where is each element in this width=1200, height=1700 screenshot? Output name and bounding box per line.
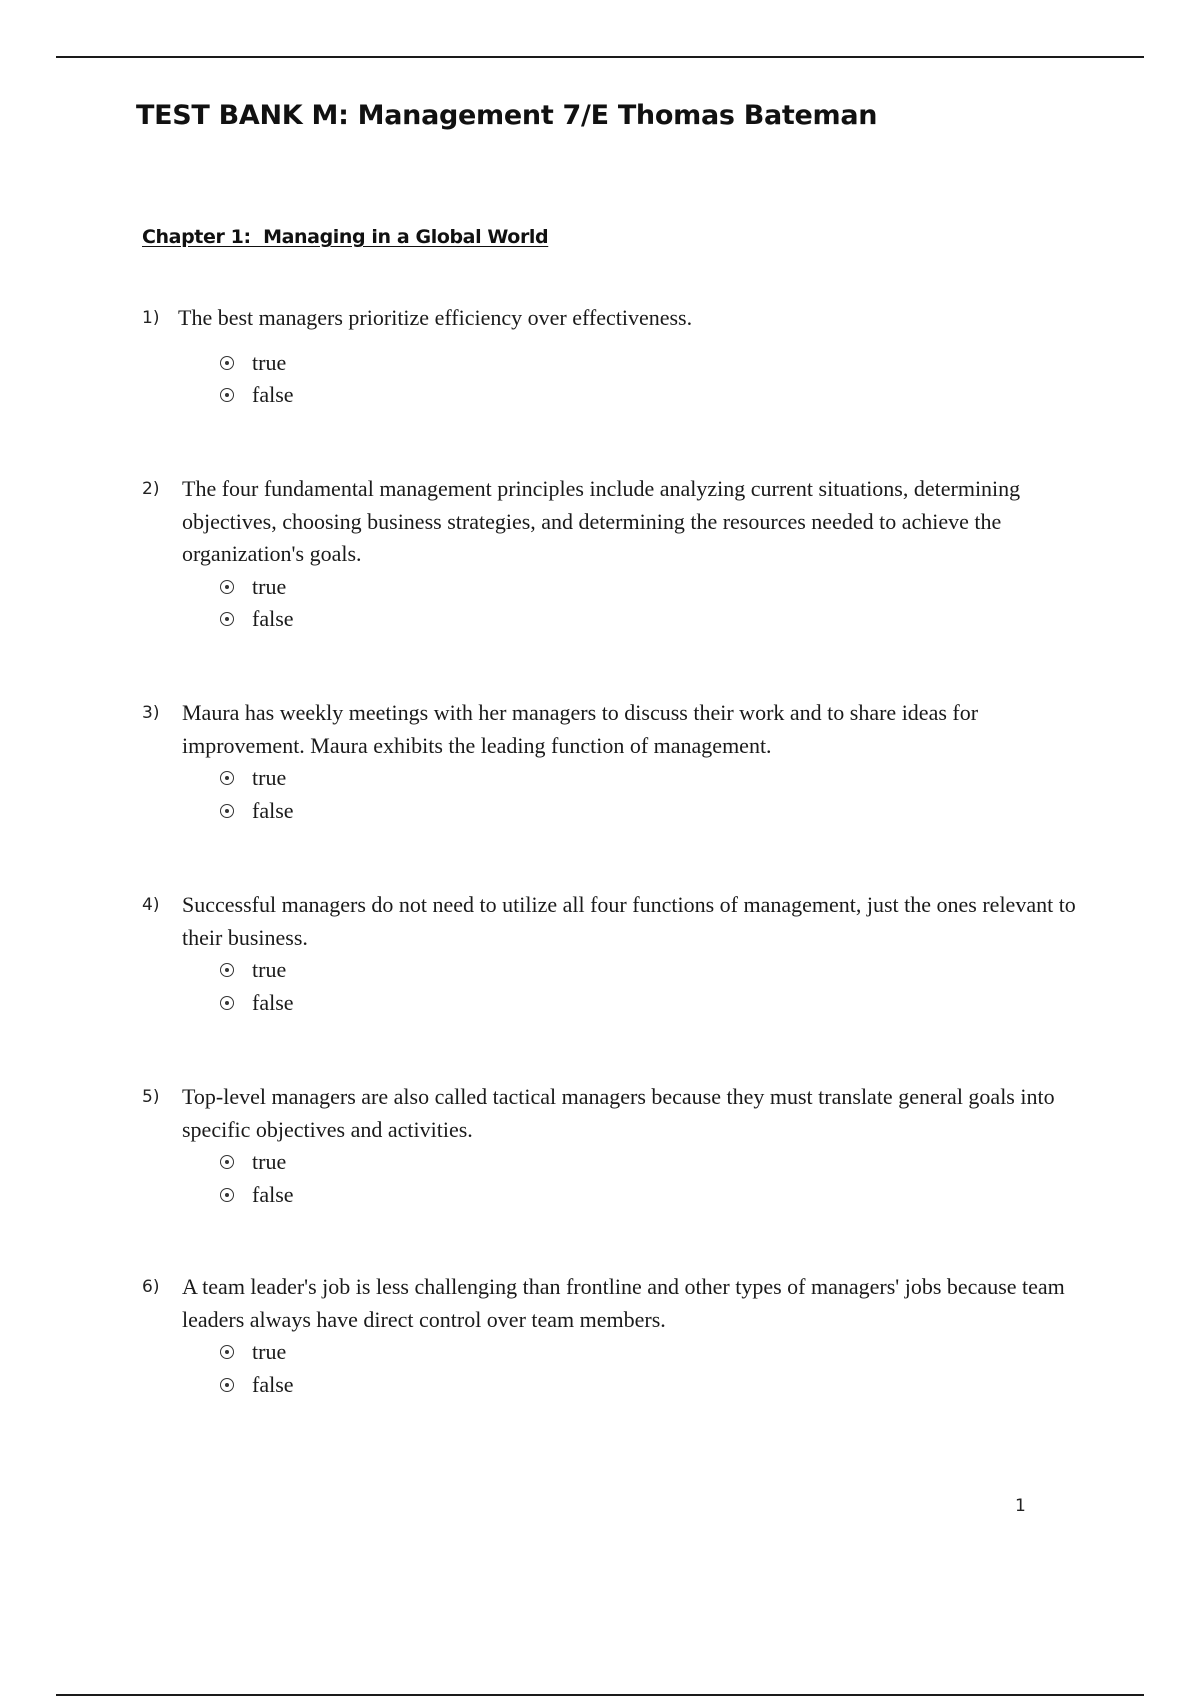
- answer-options: [220, 1336, 1082, 1401]
- question-text: Successful managers do not need to utilize all four functions of management, just the ones relevant to their business.: [182, 892, 1076, 950]
- radio-icon[interactable]: [220, 1155, 234, 1169]
- option-true[interactable]: [220, 347, 1082, 380]
- option-false[interactable]: [220, 379, 1082, 412]
- question-3: [142, 697, 1082, 827]
- option-true[interactable]: [220, 954, 1082, 987]
- radio-icon[interactable]: [220, 388, 234, 402]
- question-text: Top-level managers are also called tactical managers because they must translate general goals into specific objectives and activities.: [182, 1084, 1055, 1142]
- option-label: true: [252, 573, 287, 599]
- page-number: 1: [1015, 1496, 1026, 1516]
- radio-icon[interactable]: [220, 356, 234, 370]
- option-label: false: [252, 1371, 294, 1397]
- option-label: true: [252, 957, 287, 983]
- option-label: false: [252, 797, 294, 823]
- option-false[interactable]: [220, 795, 1082, 828]
- option-label: false: [252, 989, 294, 1015]
- radio-icon[interactable]: [220, 804, 234, 818]
- radio-icon[interactable]: [220, 1378, 234, 1392]
- question-number: 5): [142, 1087, 160, 1107]
- option-false[interactable]: [220, 987, 1082, 1020]
- option-label: false: [252, 382, 294, 408]
- question-text: A team leader's job is less challenging than frontline and other types of managers' jobs because team leaders always have direct control over team members.: [182, 1274, 1065, 1332]
- radio-icon[interactable]: [220, 1188, 234, 1202]
- question-number: 4): [142, 895, 160, 915]
- question-number: 2): [142, 479, 160, 499]
- question-1: [142, 302, 1082, 412]
- question-number: 6): [142, 1277, 160, 1297]
- chapter-heading: Chapter 1: Managing in a Global World: [142, 226, 549, 248]
- option-false[interactable]: [220, 1179, 1082, 1212]
- question-number: 3): [142, 703, 160, 723]
- question-6: [142, 1271, 1082, 1401]
- answer-options: [220, 571, 1082, 636]
- question-number: 1): [142, 308, 160, 328]
- radio-icon[interactable]: [220, 1345, 234, 1359]
- radio-icon[interactable]: [220, 996, 234, 1010]
- question-text: Maura has weekly meetings with her managers to discuss their work and to share ideas for improvement. Maura exhibits the leading function of management.: [182, 700, 979, 758]
- radio-icon[interactable]: [220, 580, 234, 594]
- question-2: [142, 473, 1082, 636]
- radio-icon[interactable]: [220, 612, 234, 626]
- answer-options: [220, 1146, 1082, 1211]
- question-4: [142, 889, 1082, 1019]
- radio-icon[interactable]: [220, 963, 234, 977]
- top-rule: [56, 56, 1144, 58]
- option-false[interactable]: [220, 1369, 1082, 1402]
- answer-options: [220, 954, 1082, 1019]
- option-label: true: [252, 1339, 287, 1365]
- option-label: true: [252, 1149, 287, 1175]
- option-true[interactable]: [220, 762, 1082, 795]
- option-true[interactable]: [220, 1146, 1082, 1179]
- option-label: true: [252, 765, 287, 791]
- document-title: TEST BANK M: Management 7/E Thomas Bateman: [136, 100, 878, 131]
- option-true[interactable]: [220, 571, 1082, 604]
- question-text: The best managers prioritize efficiency over effectiveness.: [178, 305, 693, 330]
- option-label: false: [252, 606, 294, 632]
- option-false[interactable]: [220, 603, 1082, 636]
- bottom-rule: [56, 1694, 1144, 1696]
- answer-options: [220, 347, 1082, 412]
- question-text: The four fundamental management principles include analyzing current situations, determining objectives, choosing business strategies, and determining the resources needed to achieve the organization's goals.: [182, 476, 1021, 566]
- answer-options: [220, 762, 1082, 827]
- radio-icon[interactable]: [220, 771, 234, 785]
- question-5: [142, 1081, 1082, 1211]
- option-label: true: [252, 349, 287, 375]
- option-label: false: [252, 1181, 294, 1207]
- option-true[interactable]: [220, 1336, 1082, 1369]
